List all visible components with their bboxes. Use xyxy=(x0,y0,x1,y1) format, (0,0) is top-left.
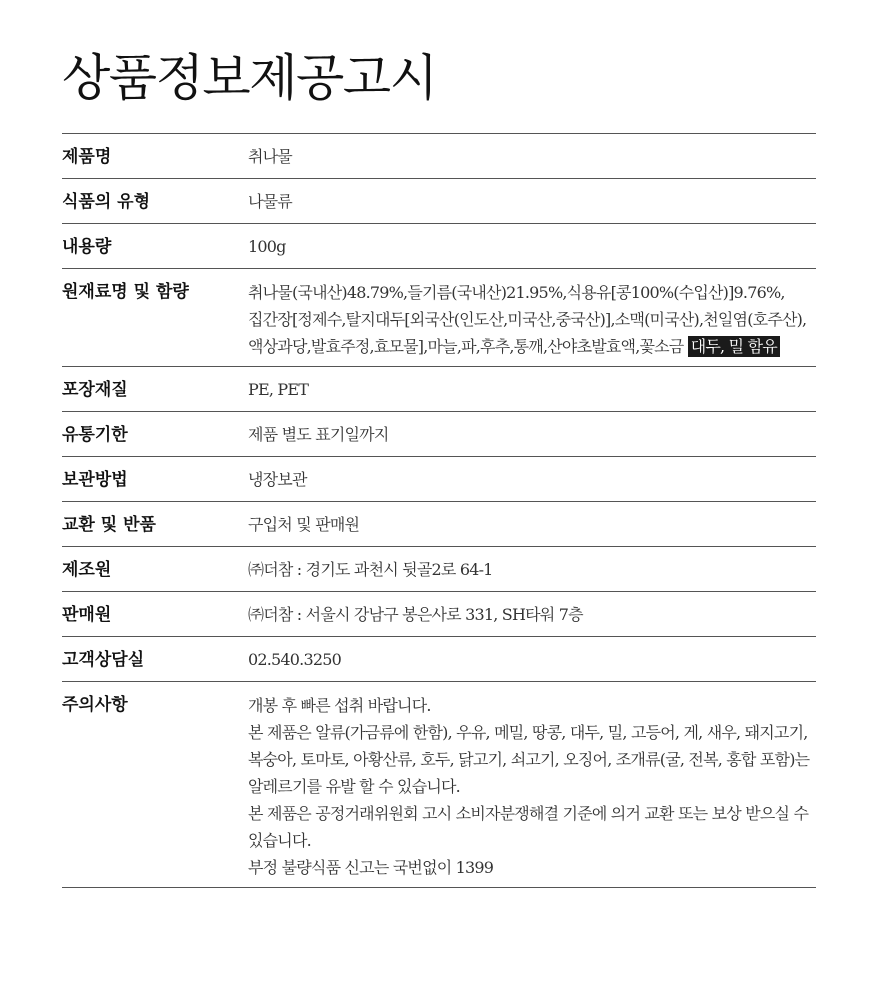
row-value: 제품 별도 표기일까지 xyxy=(248,425,389,444)
row-label: 내용량 xyxy=(62,237,112,257)
row-label: 제조원 xyxy=(62,560,112,580)
notice-line: 개봉 후 빠른 섭취 바랍니다. xyxy=(248,696,431,715)
notice-line: 부정 불량식품 신고는 국번없이 1399 xyxy=(248,858,494,877)
product-info-table xyxy=(62,133,816,888)
table-row-food-type xyxy=(62,179,816,224)
row-label: 고객상담실 xyxy=(62,650,145,670)
row-value: ㈜더참 : 경기도 과천시 뒷골2로 64-1 xyxy=(248,560,493,579)
table-row-expiry xyxy=(62,412,816,457)
table-row-exchange xyxy=(62,502,816,547)
row-label: 원재료명 및 함량 xyxy=(62,282,189,302)
table-row-seller xyxy=(62,592,816,637)
table-row-storage xyxy=(62,457,816,502)
table-row-notice xyxy=(62,682,816,888)
table-row-product-name xyxy=(62,134,816,179)
row-value: ㈜더참 : 서울시 강남구 봉은사로 331, SH타워 7층 xyxy=(248,605,583,624)
table-row-ingredients xyxy=(62,269,816,367)
notice-line: 본 제품은 알류(가금류에 한함), 우유, 메밀, 땅콩, 대두, 밀, 고등어, 게, 새우, 돼지고기, 복숭아, 토마토, 아황산류, 호두, 닭고기, 쇠고기, 오징어, 조개류(굴, 전복, 홍합 포함)는 알레르기를 유발 할 수 있습니다. xyxy=(248,723,810,796)
table-row-customer-service xyxy=(62,637,816,682)
row-label: 판매원 xyxy=(62,605,112,625)
row-label: 보관방법 xyxy=(62,470,128,490)
row-value xyxy=(248,682,816,887)
table-row-manufacturer xyxy=(62,547,816,592)
notice-line: 본 제품은 공정거래위원회 고시 소비자분쟁해결 기준에 의거 교환 또는 보상 받으실 수 있습니다. xyxy=(248,804,809,850)
row-value: 취나물 xyxy=(248,147,292,166)
row-value: PE, PET xyxy=(248,380,309,399)
row-value: 구입처 및 판매원 xyxy=(248,515,360,534)
row-label: 교환 및 반품 xyxy=(62,515,156,535)
allergen-badge: 대두, 밀 함유 xyxy=(688,336,780,357)
row-label: 식품의 유형 xyxy=(62,192,151,212)
row-value: 02.540.3250 xyxy=(248,650,341,669)
table-row-packaging xyxy=(62,367,816,412)
row-value: 100g xyxy=(248,237,286,256)
row-label: 유통기한 xyxy=(62,425,128,445)
row-label: 주의사항 xyxy=(62,695,128,715)
row-label: 제품명 xyxy=(62,147,112,167)
table-row-volume xyxy=(62,224,816,269)
ingredients-text: 취나물(국내산)48.79%,들기름(국내산)21.95%,식용유[콩100%(수입산)]9.76%,집간장[정제수,탈지대두[외국산(인도산,미국산,중국산)],소맥(미국산),천일염(호주산),액상과당,발효주정,효모물],마늘,파,후추,통깨,산야초발효액,꽃소금 xyxy=(248,283,807,356)
row-value: 나물류 xyxy=(248,192,292,211)
row-value xyxy=(248,269,816,366)
row-value: 냉장보관 xyxy=(248,470,307,489)
row-label: 포장재질 xyxy=(62,380,128,400)
page-title: 상품정보제공고시 xyxy=(62,49,437,107)
